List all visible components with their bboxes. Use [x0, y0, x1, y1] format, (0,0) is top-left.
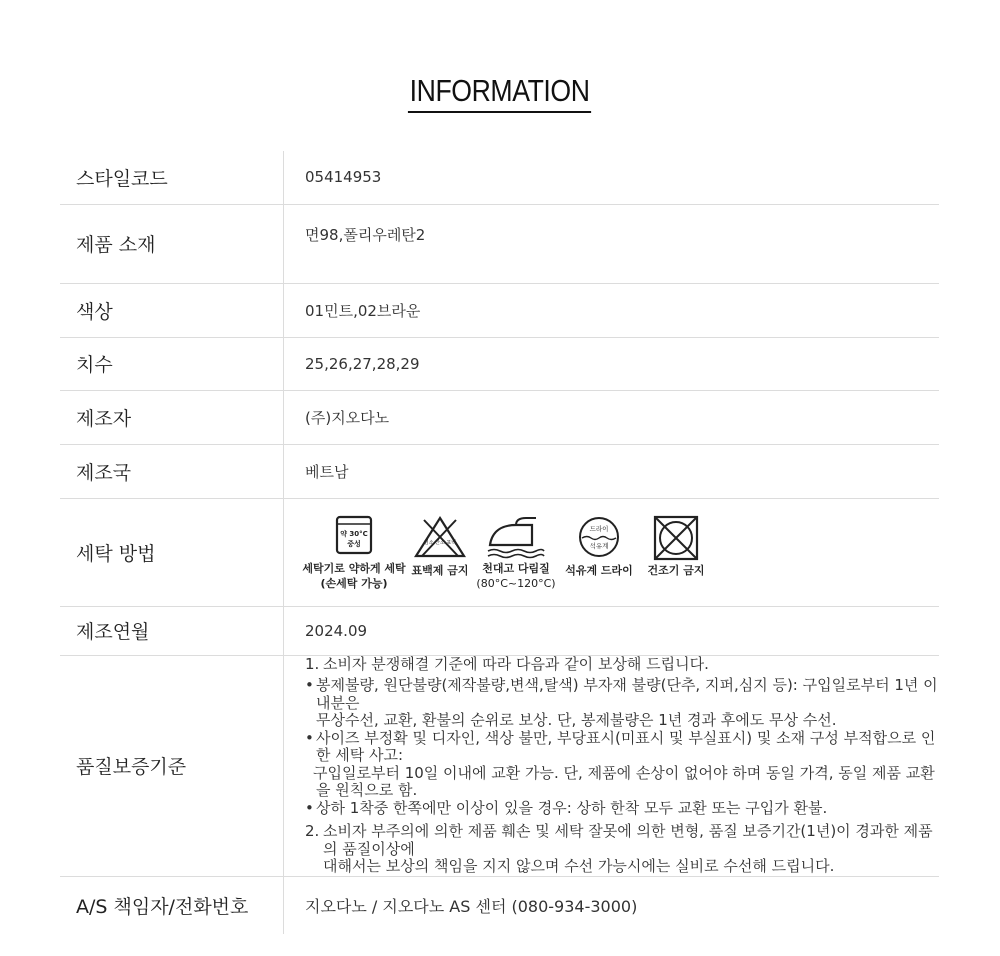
care-item-bleach: [410, 515, 470, 578]
care-caption-line: 천대고 다림질: [482, 562, 550, 575]
product-info-table: [60, 151, 939, 934]
quality-text: [323, 823, 939, 876]
label-material: 제품 소재: [60, 204, 284, 283]
page-title: INFORMATION: [408, 74, 591, 113]
value-material: 면98,폴리우레탄2: [284, 204, 940, 283]
care-symbols: [302, 515, 939, 591]
wash-tub-30c-icon: [335, 515, 373, 555]
row-material: [60, 204, 939, 283]
quality-text: 소비자 분쟁해결 기준에 따라 다음과 같이 보상해 드립니다.: [323, 654, 709, 673]
care-caption-bleach: [412, 563, 469, 578]
value-style-code: 05414953: [284, 151, 940, 204]
label-country: 제조국: [60, 444, 284, 498]
care-item-wash: [302, 515, 406, 591]
care-caption-tumble: [648, 563, 705, 578]
quality-item-1: [305, 656, 939, 674]
value-quality: [284, 655, 940, 876]
value-washing: [284, 498, 940, 606]
row-washing: [60, 498, 939, 606]
label-manufacturer: 제조자: [60, 390, 284, 444]
care-caption-line: 건조기 금지: [647, 564, 705, 577]
label-size: 치수: [60, 337, 284, 390]
care-caption-line: (80°C~120°C): [476, 577, 556, 590]
label-quality: 품질보증기준: [60, 655, 284, 876]
care-caption-line: 석유계 드라이: [565, 564, 633, 577]
quality-bullet-text: [316, 677, 939, 730]
quality-bullets: [305, 677, 939, 817]
bullet-line: 사이즈 부정확 및 디자인, 색상 불만, 부당표시(미표시 및 부실표시) 및 소재 구성 부적합으로 인한 세탁 사고:: [316, 728, 936, 764]
iron-cloth-icon: [486, 515, 546, 559]
label-as: A/S 책임자/전화번호: [60, 876, 284, 934]
wash-temp-text: 약 30°C: [340, 530, 368, 538]
bullet-line: 구입일로부터 10일 이내에 교환 가능. 단, 제품에 손상이 없어야 하며 동일 가격, 동일 제품 교환을 원칙으로 함.: [313, 763, 935, 799]
quality-num: 1.: [305, 654, 320, 673]
care-caption-line: (손세탁 가능): [320, 577, 388, 590]
row-quality: [60, 655, 939, 876]
label-color: 색상: [60, 283, 284, 337]
care-item-tumble: [644, 515, 708, 578]
quality-bullet-text: [313, 728, 939, 800]
bleach-symbol-text: 염소·산소 표백: [423, 540, 457, 546]
care-caption-line: 세탁기로 약하게 세탁: [302, 562, 406, 575]
care-caption-line: 표백제 금지: [411, 564, 469, 577]
care-caption-wash: [302, 561, 405, 591]
row-manufacturer: [60, 390, 939, 444]
value-size: 25,26,27,28,29: [284, 337, 940, 390]
value-manufacturer: (주)지오다노: [284, 390, 940, 444]
row-date: [60, 606, 939, 655]
care-item-iron: [478, 515, 554, 591]
bullet-dot: •: [305, 728, 314, 747]
row-style-code: [60, 151, 939, 204]
wash-neutral-text: 중성: [347, 540, 361, 548]
care-item-dryclean: [560, 515, 638, 578]
quality-line: 소비자 부주의에 의한 제품 훼손 및 세탁 잘못에 의한 변형, 품질 보증기간(1년)이 경과한 제품의 품질이상에: [323, 822, 933, 858]
quality-bullet: [305, 677, 939, 730]
quality-bullet: [305, 730, 939, 800]
row-color: [60, 283, 939, 337]
quality-num: 2.: [305, 822, 320, 840]
row-country: [60, 444, 939, 498]
petroleum-text: 석유계: [589, 542, 609, 550]
information-heading: [0, 74, 1000, 113]
quality-bullet: [305, 800, 939, 818]
value-date: 2024.09: [284, 606, 940, 655]
dry-clean-petroleum-icon: [577, 515, 621, 559]
no-bleach-icon: [413, 515, 467, 559]
bullet-line: 봉제불량, 원단불량(제작불량,변색,탈색) 부자재 불량(단추, 지퍼,심지 등): 구입일로부터 1년 이내분은: [316, 676, 938, 712]
value-country: 베트남: [284, 444, 940, 498]
bullet-dot: •: [305, 798, 314, 817]
row-as: [60, 876, 939, 934]
row-size: [60, 337, 939, 390]
quality-line: 대해서는 보상의 책임을 지지 않으며 수선 가능시에는 실비로 수선해 드립니다.: [323, 857, 835, 875]
dryclean-text: 드라이: [589, 525, 609, 533]
label-washing: 세탁 방법: [60, 498, 284, 606]
no-tumble-dry-icon: [653, 515, 699, 561]
label-date: 제조연월: [60, 606, 284, 655]
quality-item-2: [305, 823, 939, 876]
bullet-line: 무상수선, 교환, 환불의 순위로 보상. 단, 봉제불량은 1년 경과 후에도 무상 수선.: [316, 711, 837, 729]
bullet-dot: •: [305, 676, 314, 694]
value-as: 지오다노 / 지오다노 AS 센터 (080-934-3000): [305, 896, 638, 916]
label-style-code: 스타일코드: [60, 151, 284, 204]
care-caption-iron: [476, 561, 555, 591]
care-caption-dryclean: [565, 563, 633, 578]
bullet-line: 상하 1착중 한쪽에만 이상이 있을 경우: 상하 한착 모두 교환 또는 구입가 환불.: [316, 798, 828, 817]
value-color: 01민트,02브라운: [284, 283, 940, 337]
